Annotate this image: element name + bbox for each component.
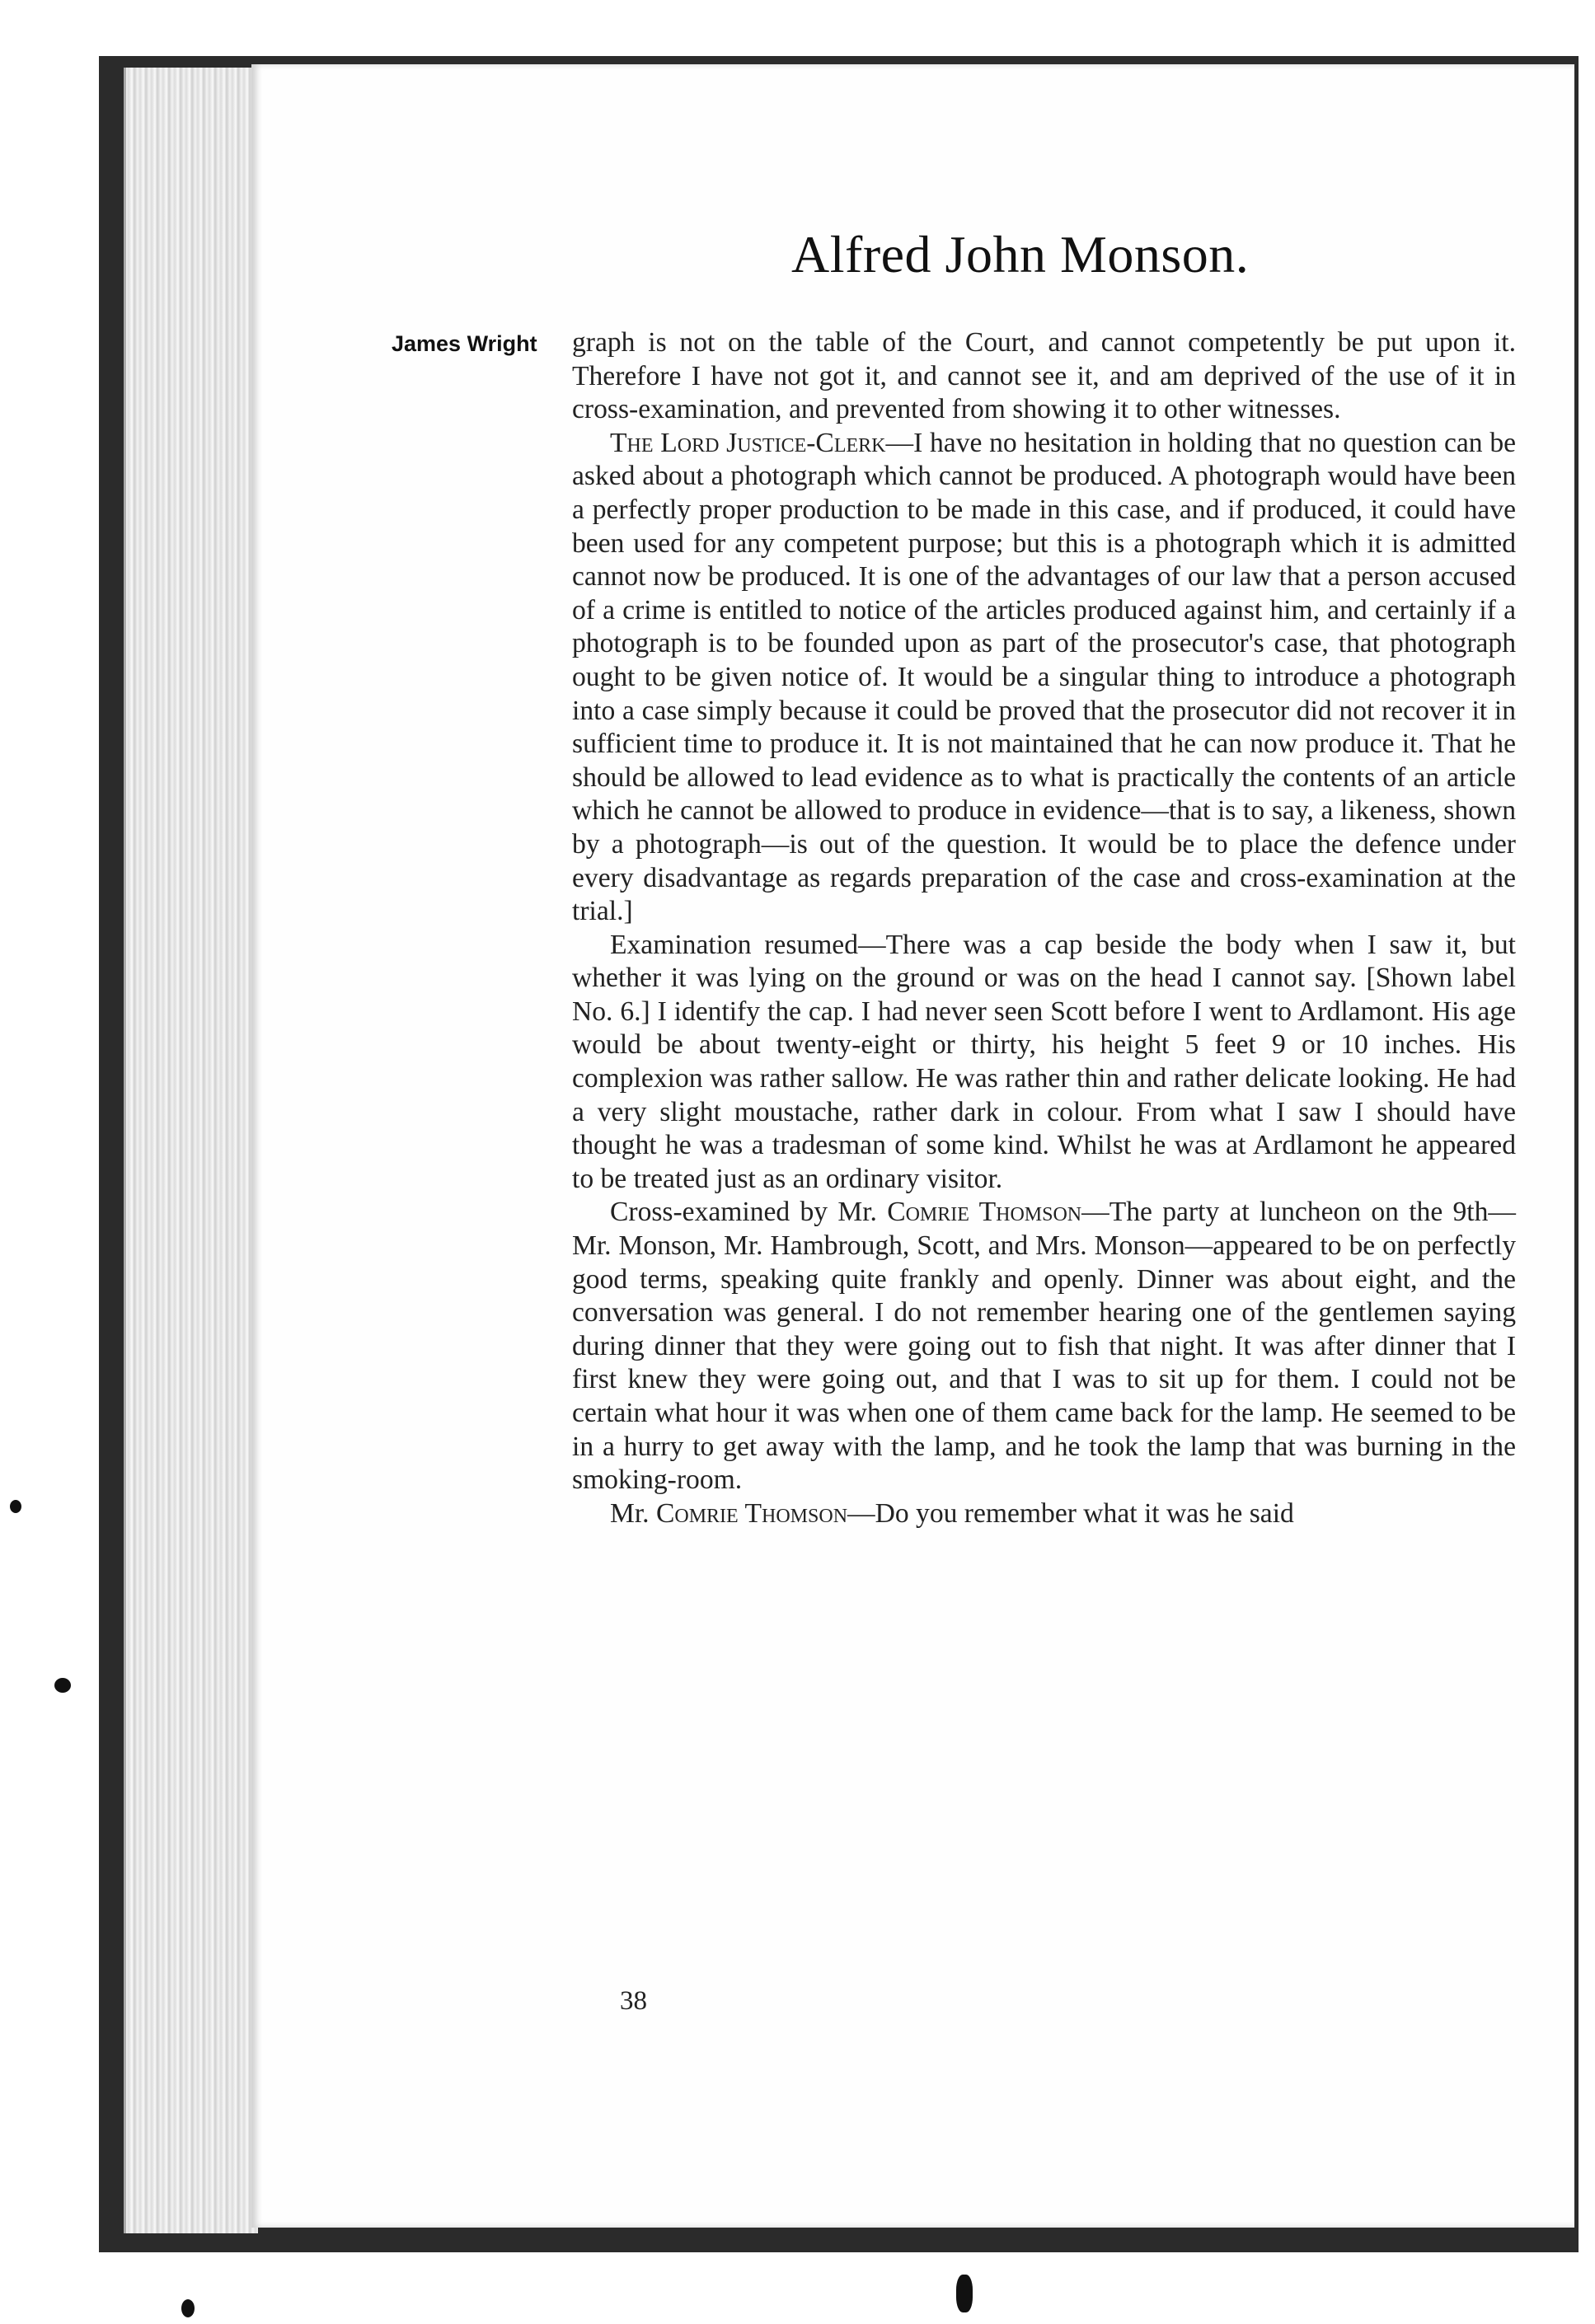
paragraph-1: [572, 326, 1516, 427]
paragraph-3-text: Examination resumed—There was a cap beside the body when I saw it, but whether it was lying on the ground or was on the head I cannot say. [Shown label No. 6.] I identify the cap. I had never seen Scott before I went to Ardlamont. His age would be about twenty-eight or thirty, his height 5 feet 9 or 10 inches. His complexion was rather sallow. He was rather thin and rather delicate looking. He had a very slight moustache, rather dark in colour. From what I saw I should have thought he was a tradesman of some kind. Whilst he was at Ardlamont he appeared to be treated just as an ordinary visitor.: [572, 929, 1516, 1194]
paragraph-5-speaker: Comrie Thomson: [655, 1497, 848, 1529]
paragraph-5-prefix: Mr.: [610, 1497, 656, 1529]
page-number: 38: [620, 1986, 647, 2016]
scan-speck: [54, 1678, 71, 1693]
witness-name-sidenote: James Wright: [392, 331, 537, 356]
paragraph-4-prefix: Cross-examined by Mr.: [610, 1197, 888, 1228]
paragraph-1-text: graph is not on the table of the Court, and cannot competently be put upon it. Therefore I have not got it, and cannot see it, and am deprived of the use of it in cross-examination, and prevented from showing it to other witnesses.: [572, 327, 1516, 425]
paragraph-5: [572, 1497, 1516, 1531]
paragraph-5-text: —Do you remember what it was he said: [847, 1497, 1294, 1529]
page-header-title: Alfred John Monson.: [791, 225, 1250, 283]
scan-speck: [956, 2275, 973, 2312]
paragraph-4-speaker: Comrie Thomson: [887, 1197, 1082, 1228]
scan-speck: [181, 2299, 195, 2317]
page-edges: [124, 68, 258, 2233]
scan-speck: [10, 1500, 21, 1513]
paragraph-2-text: —I have no hesitation in holding that no question can be asked about a photograph which cannot be produced. A photograph would have been a perfectly proper production to be made in this case, and if produced, it could have been used for any competent purpose; but this is a photograph which it is admitted cannot now be produced. It is one of the advantages of our law that a person accused of a crime is entitled to notice of the articles produced against him, and certainly if a photograph is to be founded upon as part of the prosecutor's case, that photograph ought to be given notice of. It would be a singular thing to introduce a photograph into a case simply because it could be proved that the prosecutor did not recover it in sufficient time to produce it. It is not maintained that he can now produce it. That he should be allowed to lead evidence as to what is practically the contents of an article which he cannot be allowed to produce in evidence—that is to say, a likeness, shown by a photograph—is out of the question. It would be to place the defence under every disadvantage as regards preparation of the case and cross-examination at the trial.]: [572, 427, 1517, 927]
paragraph-2-speaker: The Lord Justice-Clerk: [610, 427, 886, 458]
paragraph-4: [572, 1196, 1516, 1497]
paragraph-4-text: —The party at luncheon on the 9th—Mr. Monson, Mr. Hambrough, Scott, and Mrs. Monson—appeared to be on perfectly good terms, speaking quite frankly and openly. Dinner was about eight, and the conversation was general. I do not remember hearing one of the gentlemen saying during dinner that they were going out to fish that night. It was after dinner that I first knew they were going out, and that I was to sit up for them. I could not be certain what hour it was when one of them came back for the lamp. He seemed to be in a hurry to get away with the lamp, and he took the lamp that was burning in the smoking-room.: [572, 1197, 1516, 1496]
paragraph-2: [572, 427, 1516, 929]
paragraph-3: [572, 929, 1516, 1197]
body-text: [572, 326, 1516, 1530]
